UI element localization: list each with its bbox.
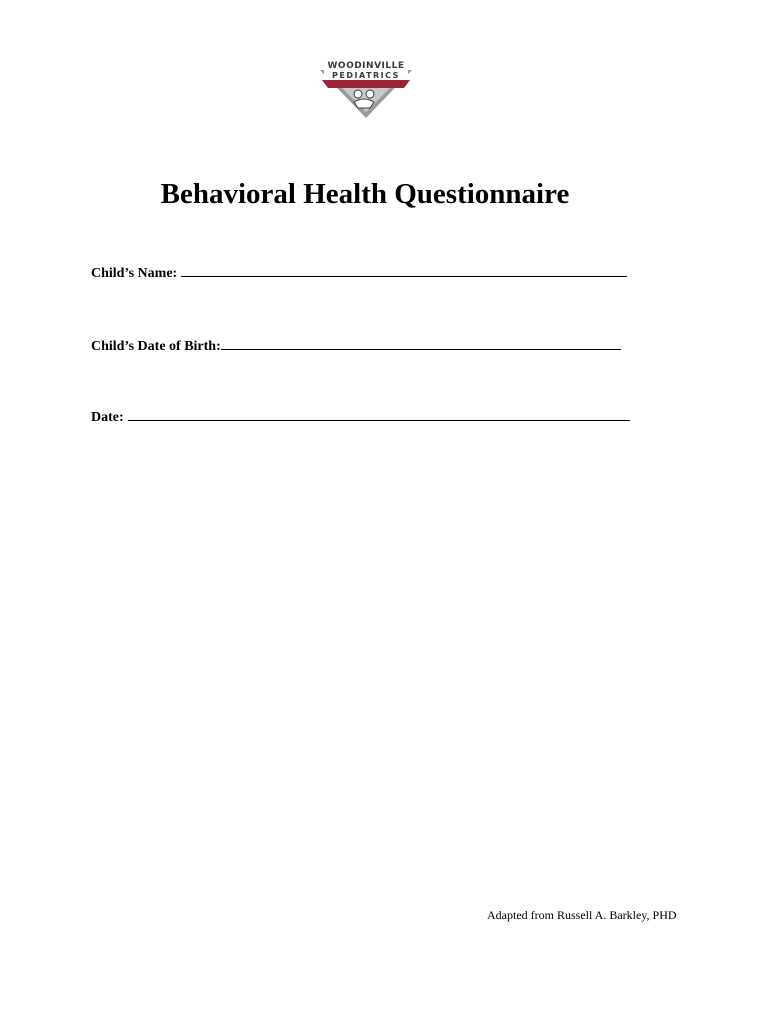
date-line[interactable]: [128, 419, 630, 421]
svg-text:PEDIATRICS: PEDIATRICS: [332, 71, 400, 80]
logo-graphic: [318, 58, 414, 120]
page-title: Behavioral Health Questionnaire: [160, 178, 570, 210]
svg-text:WOODINVILLE: WOODINVILLE: [327, 61, 405, 71]
woodinville-pediatrics-logo: [318, 58, 414, 120]
child-name-label: Child’s Name:: [91, 266, 178, 281]
child-dob-line[interactable]: [221, 348, 621, 350]
date-label: Date:: [91, 410, 124, 425]
attribution-footer: Adapted from Russell A. Barkley, PHD: [487, 908, 677, 922]
child-dob-field: [91, 338, 621, 356]
child-dob-label: Child’s Date of Birth:: [91, 339, 221, 354]
date-field: [91, 409, 630, 427]
logo-band: [322, 80, 410, 88]
child-name-field: [91, 265, 627, 283]
child-name-line[interactable]: [181, 275, 627, 277]
